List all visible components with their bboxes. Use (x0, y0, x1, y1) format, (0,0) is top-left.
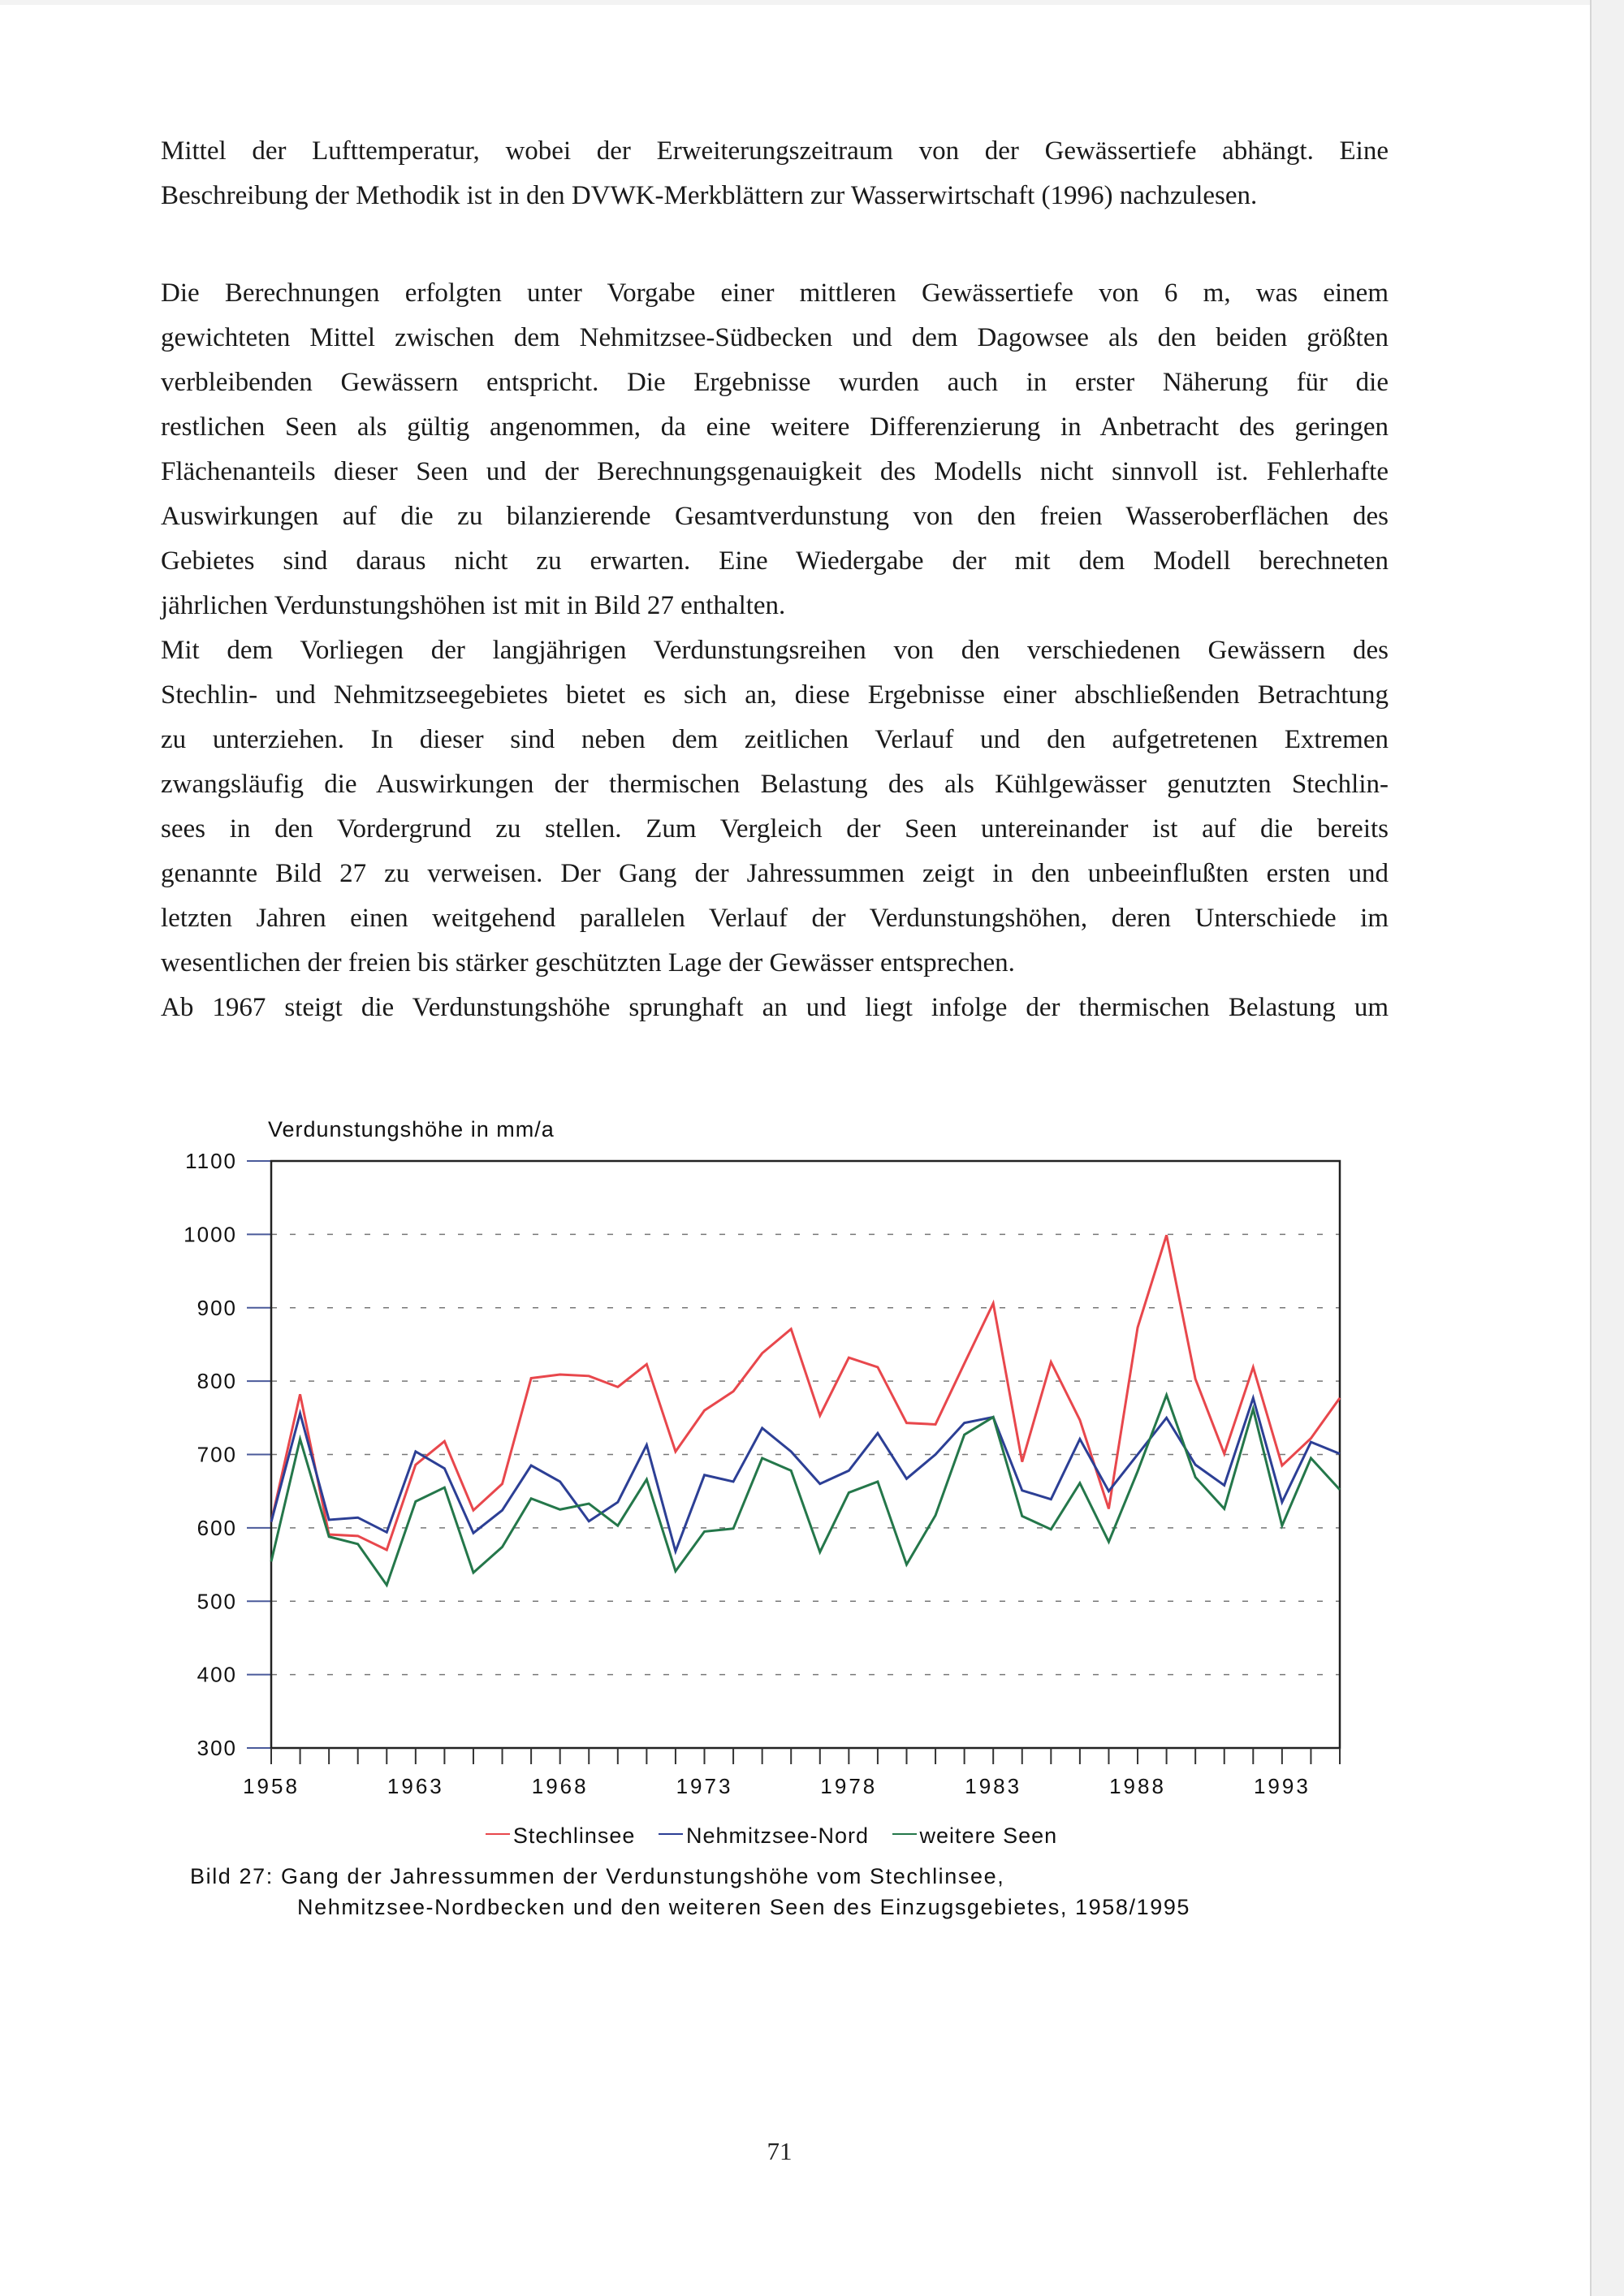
paragraph-berechnungen (161, 271, 1389, 1030)
x-tick-label: 1968 (531, 1774, 589, 1798)
figure-caption-line-1: Bild 27: Gang der Jahressummen der Verdunstungshöhe vom Stechlinsee, (190, 1864, 1005, 1888)
legend-item-stechlinsee (486, 1823, 636, 1849)
series-line (271, 1398, 1340, 1552)
text-line: letzten Jahren einen weitgehend parallelen Verlauf der Verdunstungshöhen, deren Unterschiede im (161, 904, 1389, 933)
y-tick-label: 1000 (184, 1222, 237, 1247)
x-tick-label: 1963 (387, 1774, 444, 1798)
legend-item-nehmitzsee-nord (659, 1823, 869, 1849)
text-line: Stechlin- und Nehmitzseegebietes bietet es sich an, diese Ergebnisse einer abschließenden Betrachtung (161, 680, 1389, 710)
x-tick-label: 1978 (820, 1774, 878, 1798)
text-line: Die Berechnungen erfolgten unter Vorgabe einer mittleren Gewässertiefe von 6 m, was einem (161, 278, 1389, 308)
y-tick-label: 300 (197, 1736, 237, 1760)
legend-swatch (659, 1833, 683, 1835)
chart-title: Verdunstungshöhe in mm/a (268, 1117, 555, 1142)
text-line: restlichen Seen als gültig angenommen, da eine weitere Differenzierung in Anbetracht des geringen (161, 412, 1389, 442)
text-line: jährlichen Verdunstungshöhen ist mit in Bild 27 enthalten. (161, 591, 786, 620)
figure-caption-line-2: Nehmitzsee-Nordbecken und den weiteren Seen des Einzugsgebietes, 1958/1995 (297, 1895, 1191, 1919)
series-stechlinsee (271, 1235, 1340, 1550)
text-line: Mittel der Lufttemperatur, wobei der Erweiterungszeitraum von der Gewässertiefe abhängt. Eine (161, 136, 1389, 166)
text-line: Beschreibung der Methodik ist in den DVWK-Merkblättern zur Wasserwirtschaft (1996) nachzulesen. (161, 181, 1258, 210)
y-tick-label: 400 (197, 1662, 237, 1687)
x-tick-label: 1988 (1109, 1774, 1166, 1798)
text-line: Gebietes sind daraus nicht zu erwarten. Eine Wiedergabe der mit dem Modell berechneten (161, 546, 1389, 576)
series-nehmitzsee-nord (271, 1398, 1340, 1552)
legend-label: weitere Seen (919, 1823, 1058, 1848)
text-line: zu unterziehen. In dieser sind neben dem zeitlichen Verlauf und den aufgetretenen Extremen (161, 725, 1389, 754)
page-number: 71 (767, 2137, 793, 2165)
legend-label: Stechlinsee (512, 1823, 636, 1848)
y-tick-label: 800 (197, 1369, 237, 1394)
text-line: genannte Bild 27 zu verweisen. Der Gang der Jahressummen zeigt in den unbeeinflußten ersten und (161, 859, 1389, 888)
evaporation-chart (162, 1112, 1380, 1810)
text-line: zwangsläufig die Auswirkungen der thermischen Belastung des als Kühlgewässer genutzten Stechlin- (161, 770, 1389, 799)
series-line (271, 1235, 1340, 1550)
legend-item-weitere-seen (892, 1823, 1058, 1849)
y-tick-label: 500 (197, 1589, 237, 1614)
y-tick-label: 900 (197, 1295, 237, 1320)
text-line: gewichteten Mittel zwischen dem Nehmitzsee-Südbecken und dem Dagowsee als den beiden größten (161, 323, 1389, 352)
x-tick-label: 1958 (243, 1774, 300, 1798)
text-line: Flächenanteils dieser Seen und der Berechnungsgenauigkeit des Modells nicht sinnvoll ist. Fehlerhafte (161, 457, 1389, 486)
text-line: verbleibenden Gewässern entspricht. Die Ergebnisse wurden auch in erster Näherung für die (161, 368, 1389, 397)
text-line: sees in den Vordergrund zu stellen. Zum Vergleich der Seen untereinander ist auf die bereits (161, 814, 1389, 844)
y-tick-label: 600 (197, 1515, 237, 1540)
legend-label: Nehmitzsee-Nord (685, 1823, 870, 1848)
paragraph-methodik (161, 129, 1389, 218)
series-weitere-seen (271, 1395, 1340, 1585)
series-line (271, 1395, 1340, 1585)
x-tick-label: 1983 (965, 1774, 1022, 1798)
legend-swatch (486, 1833, 510, 1835)
text-line: Ab 1967 steigt die Verdunstungshöhe sprunghaft an und liegt infolge der thermischen Belastung um (161, 993, 1389, 1022)
legend-swatch (892, 1833, 917, 1835)
page-top-edge (0, 0, 1590, 5)
page-right-edge (1590, 0, 1624, 2296)
plot-frame (271, 1161, 1340, 1748)
text-line: wesentlichen der freien bis stärker geschützten Lage der Gewässer entsprechen. (161, 948, 1015, 978)
y-tick-label: 1100 (185, 1149, 237, 1173)
y-tick-label: 700 (197, 1442, 237, 1467)
x-tick-label: 1993 (1253, 1774, 1311, 1798)
text-line: Mit dem Vorliegen der langjährigen Verdunstungsreihen von den verschiedenen Gewässern des (161, 636, 1389, 665)
x-tick-label: 1973 (676, 1774, 733, 1798)
chart-legend (0, 1823, 1543, 1849)
text-line: Auswirkungen auf die zu bilanzierende Gesamtverdunstung von den freien Wasseroberflächen des (161, 502, 1389, 531)
